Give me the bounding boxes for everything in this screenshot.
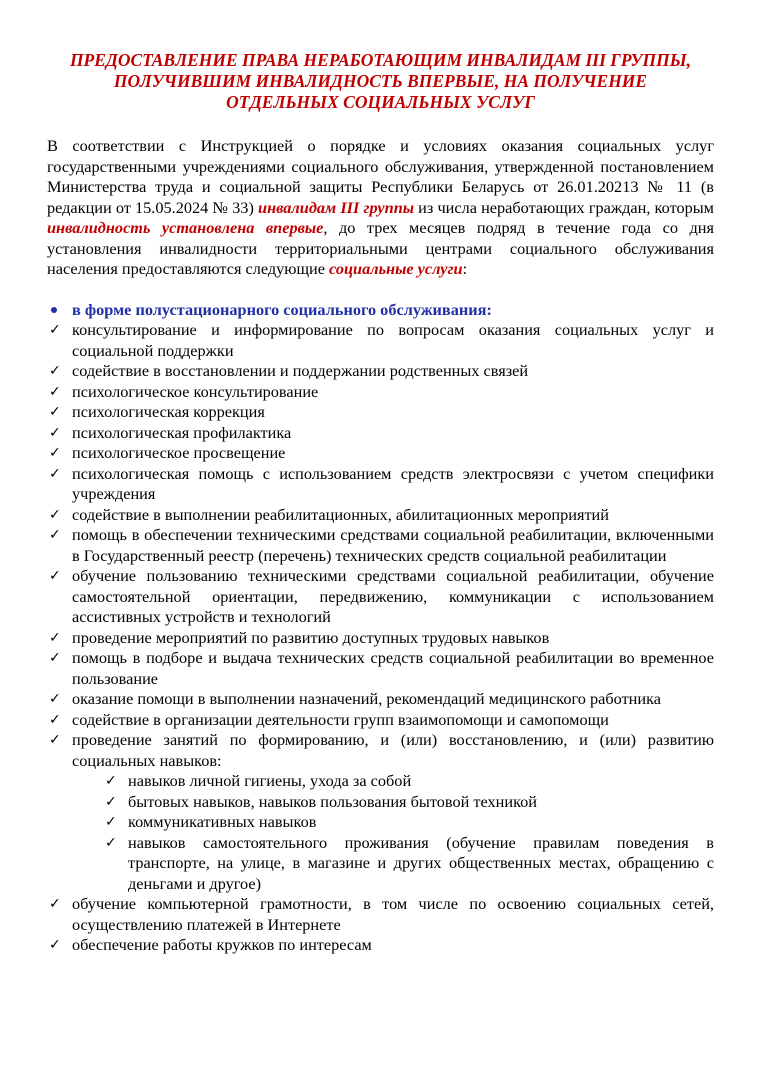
list-item — [47, 361, 714, 382]
list-item — [47, 894, 714, 935]
sub-list-item-text: коммуникативных навыков — [128, 812, 317, 831]
sub-list-item — [47, 833, 714, 895]
checkmark-icon: ✓ — [49, 732, 61, 748]
intro-text: , до трех месяцев подряд в течение года со дня установления инвалидности территориальными центрами социального обслуживания населения предоставляются следующие — [47, 218, 714, 278]
intro-emphasis-group: инвалидам III группы — [258, 197, 415, 217]
checkmark-icon: ✓ — [105, 793, 117, 810]
checkmark-icon: ✓ — [49, 465, 61, 482]
list-item — [47, 382, 714, 403]
document-title — [47, 50, 714, 113]
checkmark-icon: ✓ — [105, 814, 117, 830]
sub-list-item-text: навыков самостоятельного проживания (обучение правилам поведения в транспорте, на улице, в магазине и других общественных местах, обращению с деньгами и другое) — [128, 832, 714, 893]
checkmark-icon: ✓ — [49, 445, 61, 461]
sub-list-item-text: навыков личной гигиены, ухода за собой — [128, 771, 412, 790]
checkmark-icon: ✓ — [49, 568, 61, 584]
list-item-text: обучение компьютерной грамотности, в том числе по освоению социальных сетей, осуществлению платежей в Интернете — [72, 894, 714, 934]
checkmark-icon: ✓ — [49, 711, 61, 728]
list-item — [47, 730, 714, 771]
list-item — [47, 628, 714, 649]
list-item — [47, 710, 714, 731]
list-item-text: консультирование и информирование по вопросам оказания социальных услуг и социальной поддержки — [72, 320, 714, 360]
list-item-text: содействие в организации деятельности групп взаимопомощи и самопомощи — [72, 709, 609, 729]
services-list — [47, 300, 714, 321]
checkmark-icon: ✓ — [49, 629, 61, 646]
sub-list-item — [47, 771, 714, 792]
service-items-tail — [47, 894, 714, 956]
sub-list-item — [47, 792, 714, 813]
list-item — [47, 525, 714, 566]
checkmark-icon: ✓ — [49, 506, 61, 523]
list-item — [47, 505, 714, 526]
section-heading — [47, 300, 714, 321]
intro-emphasis-services: социальные услуги — [329, 259, 463, 278]
list-item — [47, 320, 714, 361]
list-item-text: психологическая коррекция — [72, 402, 265, 421]
title-line: ОТДЕЛЬНЫХ СОЦИАЛЬНЫХ УСЛУГ — [226, 92, 535, 112]
intro-emphasis-first-time: инвалидность установлена впервые — [47, 218, 324, 237]
bullet-icon — [51, 307, 57, 313]
list-item-text: содействие в выполнении реабилитационных, абилитационных мероприятий — [72, 504, 609, 524]
list-item-text: оказание помощи в выполнении назначений, рекомендаций медицинского работника — [72, 689, 662, 708]
list-item-text: психологическая помощь с использованием средств электросвязи с учетом специфики учреждения — [72, 463, 714, 503]
list-item-text: обеспечение работы кружков по интересам — [72, 935, 372, 954]
checkmark-icon: ✓ — [49, 383, 61, 400]
checkmark-icon: ✓ — [105, 773, 117, 789]
intro-text: : — [462, 259, 468, 278]
title-line: ПОЛУЧИВШИМ ИНВАЛИДНОСТЬ ВПЕРВЫЕ, НА ПОЛУЧЕНИЕ — [113, 71, 648, 91]
title-line: ПРЕДОСТАВЛЕНИЕ ПРАВА НЕРАБОТАЮЩИМ ИНВАЛИДАМ III ГРУППЫ, — [69, 50, 692, 70]
list-item-text: помощь в подборе и выдача технических средств социальной реабилитации во временное пользование — [72, 648, 714, 688]
list-item — [47, 935, 714, 956]
list-item — [47, 566, 714, 628]
checkmark-icon: ✓ — [49, 404, 61, 420]
intro-text: В соответствии с Инструкцией о порядке и условиях оказания социальных услуг государственными учреждениями социального обслуживания, утвержденной постановлением Министерства труда и социальной защиты Республики Беларусь от 26.01.20213 № 11 (в редакции от 15.05.2024 № 33) — [47, 136, 714, 217]
list-item — [47, 402, 714, 423]
checkmark-icon: ✓ — [49, 896, 61, 912]
list-item-text: психологическое консультирование — [72, 381, 319, 401]
checkmark-icon: ✓ — [49, 527, 61, 543]
checkmark-icon: ✓ — [49, 937, 61, 953]
list-item-text: помощь в обеспечении техническими средствами социальной реабилитации, включенными в Государственный реестр (перечень) технических средств социальной реабилитации — [72, 525, 714, 565]
list-item-text: психологическая профилактика — [72, 422, 292, 442]
checkmark-icon: ✓ — [105, 834, 117, 851]
list-item — [47, 423, 714, 444]
sub-list-item-text: бытовых навыков, навыков пользования бытовой техникой — [128, 791, 538, 811]
checkmark-icon: ✓ — [49, 363, 61, 379]
list-item-text: проведение занятий по формированию, и (или) восстановлению, и (или) развитию социальных навыков: — [72, 730, 714, 770]
checkmark-icon: ✓ — [49, 691, 61, 707]
checkmark-icon: ✓ — [49, 650, 61, 666]
service-items — [47, 320, 714, 771]
list-item-text: проведение мероприятий по развитию доступных трудовых навыков — [72, 627, 550, 647]
list-item — [47, 648, 714, 689]
checkmark-icon: ✓ — [49, 322, 61, 338]
list-item — [47, 464, 714, 505]
list-item — [47, 443, 714, 464]
list-item-text: обучение пользованию техническими средствами социальной реабилитации, обучение самостоятельной ориентации, передвижению, коммуникации с использованием ассистивных устройств и технологий — [72, 566, 714, 626]
sub-list-item — [47, 812, 714, 833]
intro-text: из числа неработающих граждан, которым — [414, 197, 714, 217]
social-skills-subitems — [47, 771, 714, 894]
list-item — [47, 689, 714, 710]
list-item-text: содействие в восстановлении и поддержании родственных связей — [72, 361, 529, 380]
section-heading-text: в форме полустационарного социального обслуживания: — [72, 299, 492, 319]
list-item-text: психологическое просвещение — [72, 443, 286, 462]
intro-paragraph — [47, 136, 714, 280]
checkmark-icon: ✓ — [49, 424, 61, 441]
